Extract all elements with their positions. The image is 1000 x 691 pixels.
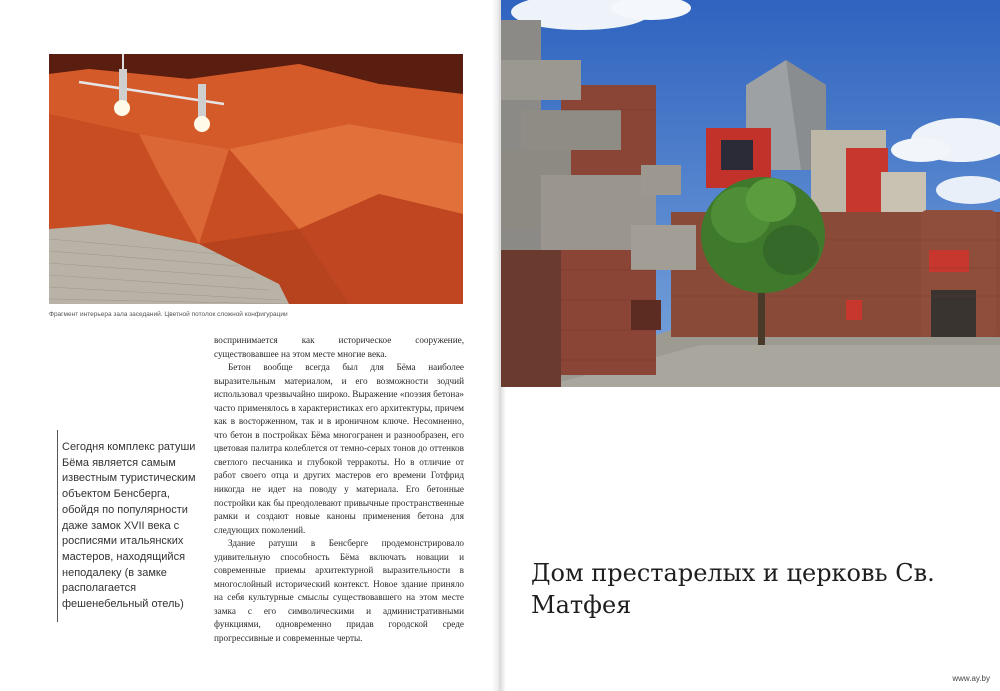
- pull-quote-rule: [57, 430, 58, 622]
- photo-caption: Фрагмент интерьера зала заседаний. Цветной потолок сложной конфигурации: [49, 311, 288, 318]
- pull-quote: Сегодня комплекс ратуши Бёма является самым известным туристическим объектом Бенсберга, обойдя по популярности даже замок XVII века с росписями итальянских мастеров, находящийся неподалеку (в замке располагается фешенебельный отель): [62, 441, 196, 611]
- interior-photo: [49, 54, 463, 304]
- watermark: www.ay.by: [952, 674, 990, 683]
- body-text-column: [214, 334, 464, 646]
- building-photo-drawing: [501, 0, 1000, 387]
- building-photo: [501, 0, 1000, 387]
- body-paragraph-3: Здание ратуши в Бенсберге продемонстрировало удивительную способность Бёма включать новации и современные приемы архитектурной выразительности в многослойный исторический контекст. Новое здание приняло на себя культурные смыслы существовавшего на этом месте замка с его символическими и административными функциями, одновременно придав городской среде прогрессивные и современные черты.: [214, 538, 464, 644]
- interior-photo-drawing: [49, 54, 463, 304]
- body-paragraph-1: воспринимается как историческое сооружение, существовавшее на этом месте многие века.: [214, 335, 464, 359]
- section-title: Дом престарелых и церковь Св. Матфея: [531, 559, 935, 619]
- body-paragraph-2: Бетон вообще всегда был для Бёма наиболее выразительным материалом, и его возможности зодчий использовал чрезвычайно широко. Выражение «поэзия бетона» часто применялось в характеристиках его архитектуры, причем как в восторженном, так и в ироничном ключе. Несомненно, что бетон в постройках Бёма многогранен и разнообразен, его цветовая палитра колеблется от темно-серых тонов до оттенков светлого песчаника и глубокой терракоты. Но в отличие от работ своего отца и других мастеров его времени Готфрид никогда не идет на поводу у материала. Его бетонные постройки как бы преодолевают привычные пространственные рамки и создают новые каноны применения бетона для следующих поколений.: [214, 362, 464, 535]
